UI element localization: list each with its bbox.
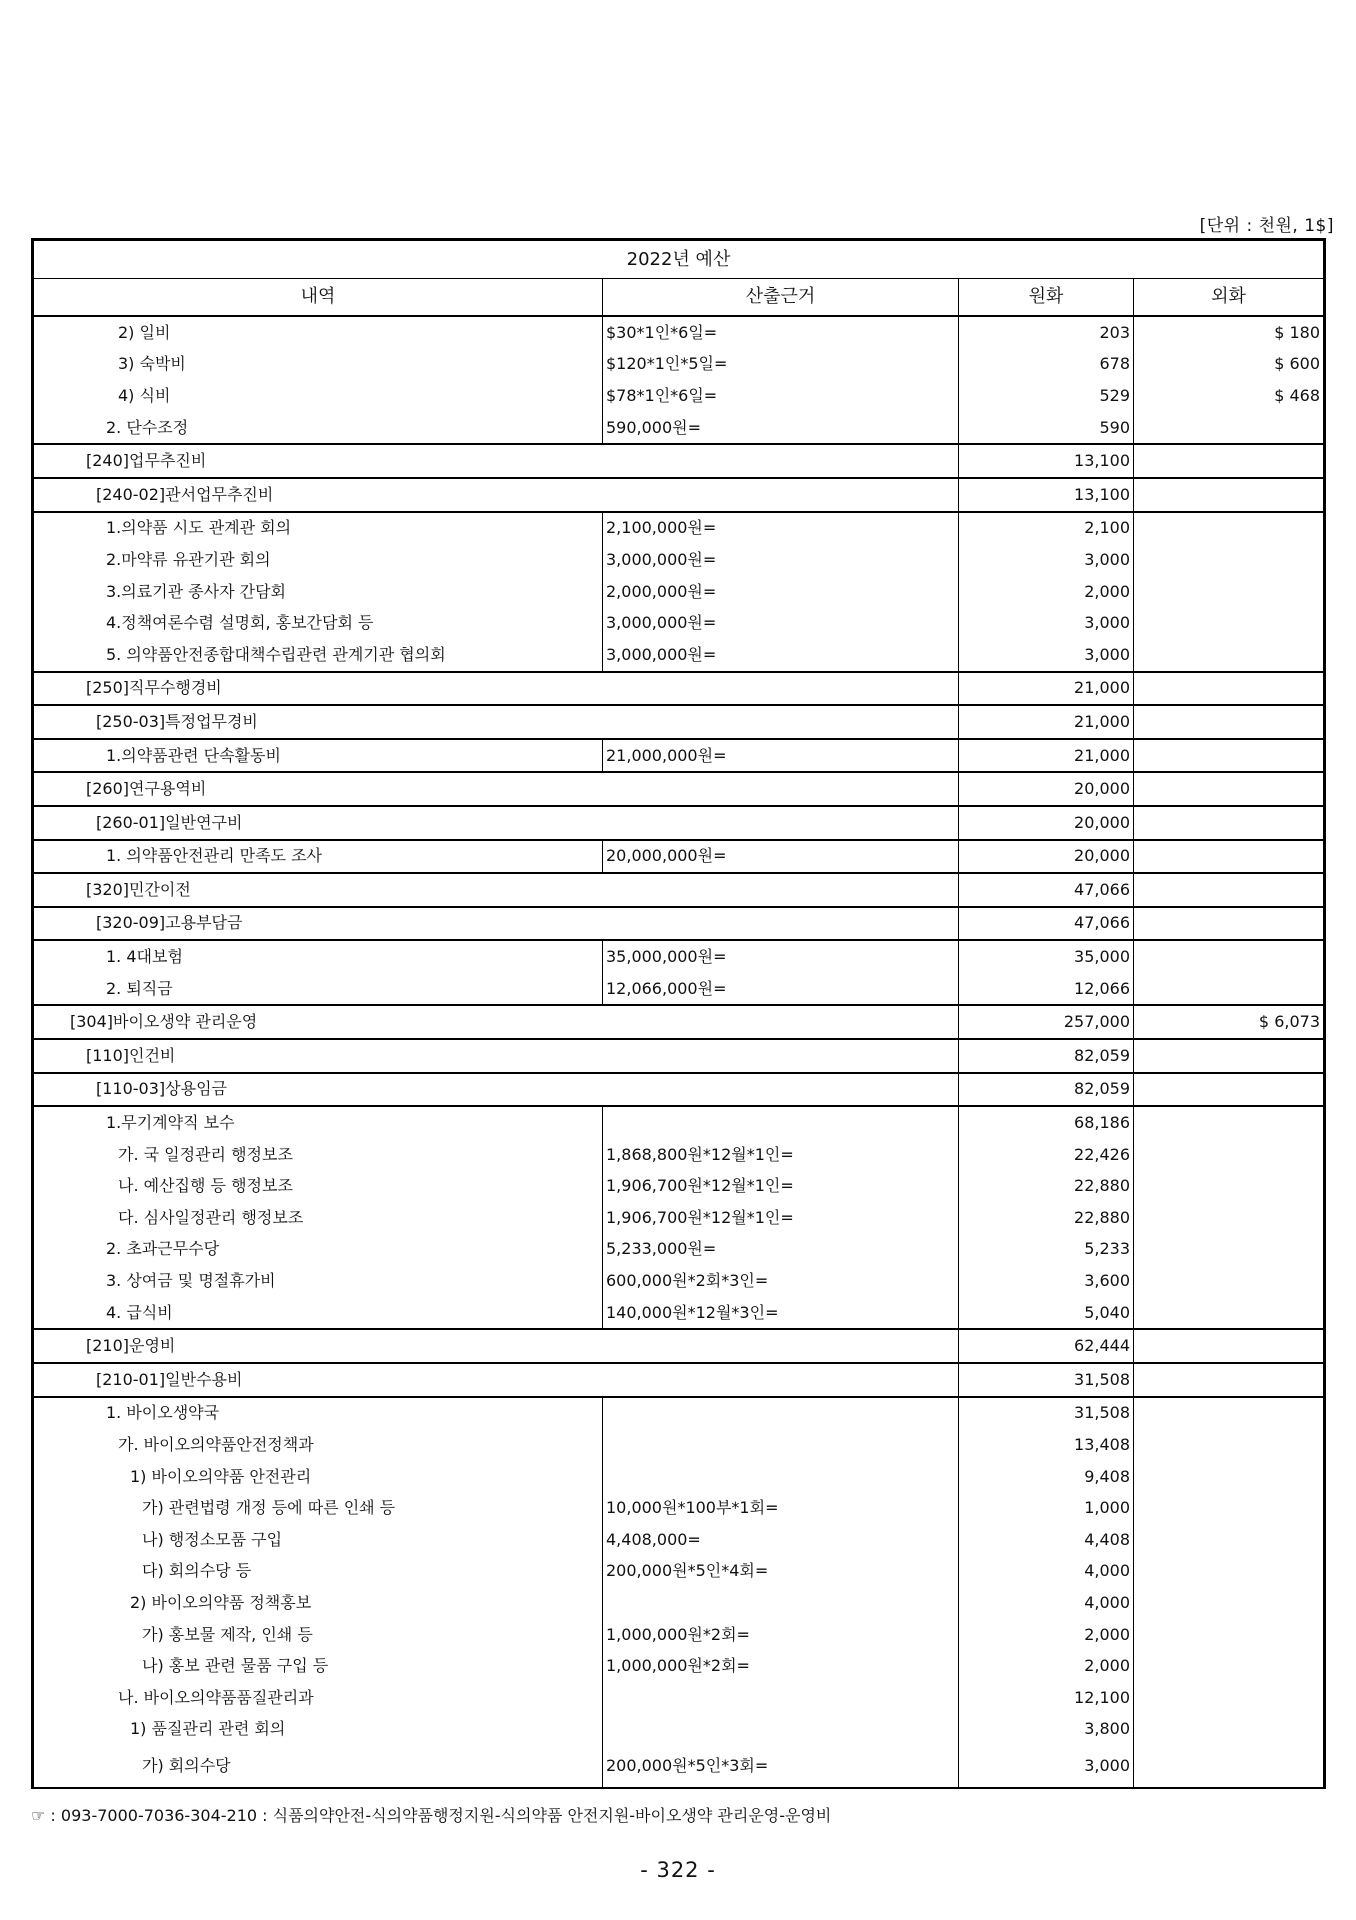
row-krw: 3,000 (959, 607, 1134, 639)
table-body (34, 316, 1324, 1787)
row-krw: 31,508 (959, 1397, 1134, 1430)
table-row (34, 1587, 1324, 1619)
row-basis: 2,100,000원= (603, 512, 959, 545)
row-krw: 20,000 (959, 840, 1134, 874)
header-basis: 산출근거 (603, 279, 959, 317)
row-krw: 13,408 (959, 1429, 1134, 1461)
header-fx: 외화 (1134, 279, 1324, 317)
row-description: [210-01]일반수용비 (34, 1363, 959, 1397)
table-row (34, 512, 1324, 545)
row-fx (1134, 1202, 1324, 1234)
row-fx (1134, 1363, 1324, 1397)
row-basis (603, 1106, 959, 1139)
row-description: 5. 의약품안전종합대책수립관련 관계기관 협의회 (34, 639, 603, 672)
row-fx (1134, 1106, 1324, 1139)
row-krw: 2,000 (959, 576, 1134, 608)
row-basis: 21,000,000원= (603, 739, 959, 773)
header-krw: 원화 (959, 279, 1134, 317)
row-description: [210]운영비 (34, 1329, 959, 1363)
row-basis: 12,066,000원= (603, 973, 959, 1006)
row-description: 가) 관련법령 개정 등에 따른 인쇄 등 (34, 1492, 603, 1524)
table-row (34, 739, 1324, 773)
row-basis: 600,000원*2회*3인= (603, 1265, 959, 1297)
row-krw: 3,000 (959, 544, 1134, 576)
row-basis: 200,000원*5인*4회= (603, 1556, 959, 1588)
row-krw: 21,000 (959, 739, 1134, 773)
row-description: 2. 초과근무수당 (34, 1234, 603, 1266)
row-krw: 22,880 (959, 1202, 1134, 1234)
row-fx (1134, 1139, 1324, 1171)
row-description: 다. 심사일정관리 행정보조 (34, 1202, 603, 1234)
row-description: 가. 국 일정관리 행정보조 (34, 1139, 603, 1171)
budget-table (31, 238, 1326, 1789)
row-krw: 22,426 (959, 1139, 1134, 1171)
row-fx (1134, 1714, 1324, 1746)
table-row (34, 1039, 1324, 1073)
header-description: 내역 (34, 279, 603, 317)
row-fx (1134, 739, 1324, 773)
row-krw: 12,066 (959, 973, 1134, 1006)
row-krw: 3,000 (959, 1745, 1134, 1787)
table-row (34, 1297, 1324, 1330)
row-krw: 21,000 (959, 705, 1134, 739)
table-row (34, 607, 1324, 639)
table-row (34, 907, 1324, 941)
row-description: 3.의료기관 종사자 간담회 (34, 576, 603, 608)
row-fx (1134, 1461, 1324, 1493)
table-row (34, 478, 1324, 512)
row-description: 나. 예산집행 등 행정보조 (34, 1170, 603, 1202)
row-basis (603, 1429, 959, 1461)
row-fx (1134, 1524, 1324, 1556)
row-krw: 203 (959, 316, 1134, 349)
table-row (34, 316, 1324, 349)
row-fx (1134, 1492, 1324, 1524)
table-row (34, 1005, 1324, 1039)
row-krw: 3,000 (959, 639, 1134, 672)
row-krw: 1,000 (959, 1492, 1134, 1524)
row-basis: 3,000,000원= (603, 544, 959, 576)
table-row (34, 1073, 1324, 1107)
table-row (34, 1170, 1324, 1202)
row-description: [320-09]고용부담금 (34, 907, 959, 941)
row-basis: $78*1인*6일= (603, 380, 959, 412)
row-basis: 200,000원*5인*3회= (603, 1745, 959, 1787)
row-krw: 2,100 (959, 512, 1134, 545)
row-description: 1. 4대보험 (34, 940, 603, 973)
row-fx (1134, 1170, 1324, 1202)
row-basis: 140,000원*12월*3인= (603, 1297, 959, 1330)
row-krw: 82,059 (959, 1073, 1134, 1107)
budget-code-footnote: ☞ : 093-7000-7036-304-210 : 식품의약안전-식의약품행정지원-식의약품 안전지원-바이오생약 관리운영-운영비 (31, 1806, 832, 1825)
table-row (34, 1139, 1324, 1171)
row-fx (1134, 576, 1324, 608)
row-krw: 31,508 (959, 1363, 1134, 1397)
row-fx (1134, 1429, 1324, 1461)
row-description: [110-03]상용임금 (34, 1073, 959, 1107)
row-description: 1. 바이오생약국 (34, 1397, 603, 1430)
row-basis: 1,906,700원*12월*1인= (603, 1170, 959, 1202)
table-row (34, 349, 1324, 381)
row-fx (1134, 772, 1324, 806)
table-row (34, 1650, 1324, 1682)
table-row (34, 1329, 1324, 1363)
table-row (34, 412, 1324, 445)
row-krw: 257,000 (959, 1005, 1134, 1039)
row-fx (1134, 1297, 1324, 1330)
row-krw: 590 (959, 412, 1134, 445)
row-description: 2. 퇴직금 (34, 973, 603, 1006)
row-fx: $ 180 (1134, 316, 1324, 349)
table-row (34, 1745, 1324, 1787)
row-krw: 3,600 (959, 1265, 1134, 1297)
row-description: 4.정책여론수렴 설명회, 홍보간담회 등 (34, 607, 603, 639)
row-fx (1134, 412, 1324, 445)
row-fx (1134, 1234, 1324, 1266)
row-krw: 9,408 (959, 1461, 1134, 1493)
row-description: 3) 숙박비 (34, 349, 603, 381)
row-description: 4. 급식비 (34, 1297, 603, 1330)
page-number: - 322 - (640, 1858, 716, 1882)
row-krw: 3,800 (959, 1714, 1134, 1746)
row-description: 2) 바이오의약품 정책홍보 (34, 1587, 603, 1619)
row-fx: $ 6,073 (1134, 1005, 1324, 1039)
row-krw: 22,880 (959, 1170, 1134, 1202)
table-row (34, 1556, 1324, 1588)
row-basis: 4,408,000= (603, 1524, 959, 1556)
row-description: [320]민간이전 (34, 873, 959, 907)
row-basis: 590,000원= (603, 412, 959, 445)
table-row (34, 1714, 1324, 1746)
row-fx (1134, 1650, 1324, 1682)
row-krw: 47,066 (959, 873, 1134, 907)
table-row (34, 840, 1324, 874)
row-krw: 4,000 (959, 1556, 1134, 1588)
row-krw: 5,040 (959, 1297, 1134, 1330)
row-basis: 3,000,000원= (603, 607, 959, 639)
table-row (34, 772, 1324, 806)
row-fx (1134, 1745, 1324, 1787)
table-row (34, 1106, 1324, 1139)
row-description: [250-03]특정업무경비 (34, 705, 959, 739)
row-basis (603, 1461, 959, 1493)
table-row (34, 1429, 1324, 1461)
row-basis: 2,000,000원= (603, 576, 959, 608)
table-title: 2022년 예산 (34, 241, 1324, 279)
table-row (34, 1234, 1324, 1266)
row-fx (1134, 1587, 1324, 1619)
row-fx (1134, 639, 1324, 672)
row-description: [250]직무수행경비 (34, 672, 959, 706)
row-basis: $30*1인*6일= (603, 316, 959, 349)
table-row (34, 873, 1324, 907)
row-krw: 12,100 (959, 1682, 1134, 1714)
table-row (34, 672, 1324, 706)
row-fx (1134, 512, 1324, 545)
row-description: 다) 회의수당 등 (34, 1556, 603, 1588)
row-description: [240-02]관서업무추진비 (34, 478, 959, 512)
row-basis: 20,000,000원= (603, 840, 959, 874)
row-description: [110]인건비 (34, 1039, 959, 1073)
row-fx (1134, 973, 1324, 1006)
table-row (34, 1265, 1324, 1297)
row-description: 1.의약품 시도 관계관 회의 (34, 512, 603, 545)
row-description: 3. 상여금 및 명절휴가비 (34, 1265, 603, 1297)
row-basis: $120*1인*5일= (603, 349, 959, 381)
row-basis: 1,000,000원*2회= (603, 1619, 959, 1651)
row-fx (1134, 873, 1324, 907)
row-basis: 1,000,000원*2회= (603, 1650, 959, 1682)
row-krw: 4,408 (959, 1524, 1134, 1556)
table-row (34, 940, 1324, 973)
row-fx (1134, 478, 1324, 512)
table-row (34, 1492, 1324, 1524)
row-fx (1134, 1556, 1324, 1588)
row-description: 2.마약류 유관기관 회의 (34, 544, 603, 576)
row-basis: 1,868,800원*12월*1인= (603, 1139, 959, 1171)
unit-label: [단위 : 천원, 1$] (1199, 216, 1334, 236)
table-row (34, 973, 1324, 1006)
row-krw: 20,000 (959, 806, 1134, 840)
table-row (34, 806, 1324, 840)
table-row (34, 576, 1324, 608)
row-krw: 678 (959, 349, 1134, 381)
row-description: 가) 홍보물 제작, 인쇄 등 (34, 1619, 603, 1651)
row-basis (603, 1587, 959, 1619)
table-row (34, 1682, 1324, 1714)
row-fx (1134, 840, 1324, 874)
row-description: 가) 회의수당 (34, 1745, 603, 1787)
row-fx (1134, 672, 1324, 706)
row-fx (1134, 1329, 1324, 1363)
row-description: [260-01]일반연구비 (34, 806, 959, 840)
row-description: 1) 품질관리 관련 회의 (34, 1714, 603, 1746)
row-description: [304]바이오생약 관리운영 (34, 1005, 959, 1039)
table-row (34, 1461, 1324, 1493)
table-row (34, 705, 1324, 739)
table-row (34, 544, 1324, 576)
row-description: 1.무기계약직 보수 (34, 1106, 603, 1139)
row-krw: 529 (959, 380, 1134, 412)
row-basis (603, 1682, 959, 1714)
row-krw: 13,100 (959, 478, 1134, 512)
row-fx (1134, 1682, 1324, 1714)
row-fx (1134, 940, 1324, 973)
row-krw: 21,000 (959, 672, 1134, 706)
row-krw: 4,000 (959, 1587, 1134, 1619)
row-basis (603, 1714, 959, 1746)
row-basis: 5,233,000원= (603, 1234, 959, 1266)
row-krw: 2,000 (959, 1619, 1134, 1651)
table-row (34, 1397, 1324, 1430)
row-description: [240]업무추진비 (34, 444, 959, 478)
row-fx (1134, 907, 1324, 941)
row-krw: 13,100 (959, 444, 1134, 478)
row-krw: 47,066 (959, 907, 1134, 941)
row-krw: 20,000 (959, 772, 1134, 806)
row-basis: 1,906,700원*12월*1인= (603, 1202, 959, 1234)
row-krw: 62,444 (959, 1329, 1134, 1363)
row-description: 1) 바이오의약품 안전관리 (34, 1461, 603, 1493)
table-row (34, 1619, 1324, 1651)
row-fx (1134, 806, 1324, 840)
row-fx (1134, 544, 1324, 576)
row-description: 1.의약품관련 단속활동비 (34, 739, 603, 773)
row-fx (1134, 1039, 1324, 1073)
row-basis (603, 1397, 959, 1430)
row-description: 1. 의약품안전관리 만족도 조사 (34, 840, 603, 874)
row-description: [260]연구용역비 (34, 772, 959, 806)
row-fx (1134, 1265, 1324, 1297)
table-row (34, 1202, 1324, 1234)
row-fx (1134, 1397, 1324, 1430)
row-fx (1134, 607, 1324, 639)
row-description: 나) 홍보 관련 물품 구입 등 (34, 1650, 603, 1682)
row-basis: 35,000,000원= (603, 940, 959, 973)
row-description: 나. 바이오의약품품질관리과 (34, 1682, 603, 1714)
row-description: 나) 행정소모품 구입 (34, 1524, 603, 1556)
row-krw: 5,233 (959, 1234, 1134, 1266)
row-krw: 2,000 (959, 1650, 1134, 1682)
row-fx: $ 600 (1134, 349, 1324, 381)
row-fx (1134, 1073, 1324, 1107)
row-basis: 10,000원*100부*1회= (603, 1492, 959, 1524)
row-krw: 82,059 (959, 1039, 1134, 1073)
table-row (34, 444, 1324, 478)
row-fx (1134, 1619, 1324, 1651)
row-fx (1134, 705, 1324, 739)
row-basis: 3,000,000원= (603, 639, 959, 672)
table-row (34, 1363, 1324, 1397)
row-description: 4) 식비 (34, 380, 603, 412)
table-row (34, 1524, 1324, 1556)
row-description: 가. 바이오의약품안전정책과 (34, 1429, 603, 1461)
row-description: 2) 일비 (34, 316, 603, 349)
row-fx (1134, 444, 1324, 478)
table-row (34, 380, 1324, 412)
row-krw: 68,186 (959, 1106, 1134, 1139)
row-krw: 35,000 (959, 940, 1134, 973)
row-description: 2. 단수조정 (34, 412, 603, 445)
row-fx: $ 468 (1134, 380, 1324, 412)
table-row (34, 639, 1324, 672)
